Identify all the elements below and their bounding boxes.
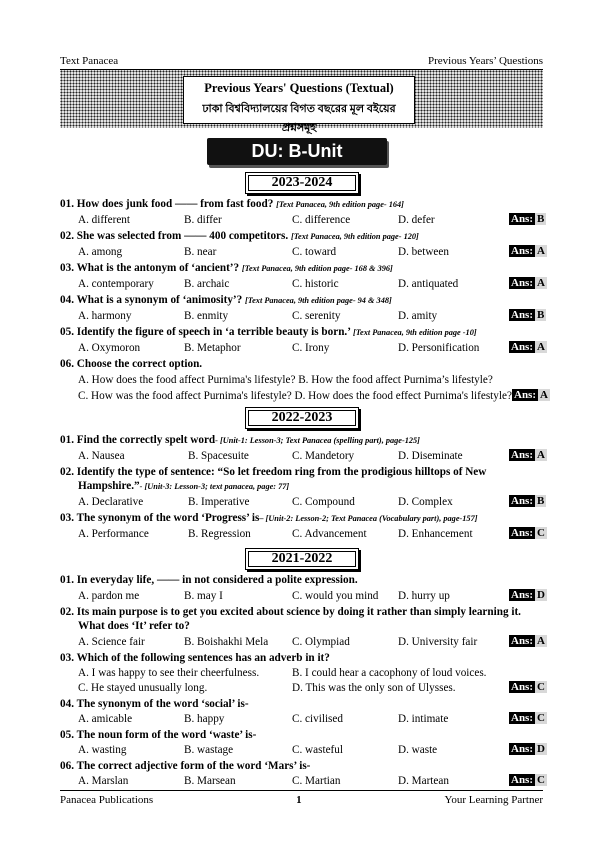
answer-badge: Ans: B — [511, 213, 545, 225]
question: 02. She was selected from —— 400 competitors. [Text Panacea, 9th edition page- 120] — [60, 230, 419, 242]
question: 02. Its main purpose is to get you excited about science by doing it rather than simply learning it. — [60, 606, 521, 618]
answer-badge: Ans: D — [511, 743, 545, 755]
options-row: A. different B. differ C. difference D. defer — [78, 214, 435, 226]
option-line: C. How was the food affect Purnima's lifestyle? D. How does the food effect Purnima's lifestyle? — [78, 390, 512, 402]
question-continued: What does ‘It’ refer to? — [78, 620, 190, 632]
page-footer — [60, 790, 543, 806]
year-heading: 2023-2024 — [245, 172, 359, 194]
question: 03. The synonym of the word ‘Progress’ is– [Unit-2: Lesson-2; Text Panacea (Vocabulary part), page-157] — [60, 512, 478, 524]
question: 01. In everyday life, —— in not considered a polite expression. — [60, 574, 358, 586]
options-row: C. He stayed unusually long. D. This was the only son of Ulysses. — [78, 682, 456, 694]
answer-badge: Ans: D — [511, 589, 545, 601]
answer-badge: Ans: B — [511, 495, 545, 507]
question: 04. What is a synonym of ‘animosity’? [Text Panacea, 9th edition page- 94 & 348] — [60, 294, 392, 306]
option-line: A. How does the food affect Purnima's lifestyle? B. How the food affect Purnima’s lifestyle? — [78, 374, 493, 386]
options-row: A. contemporary B. archaic C. historic D. antiquated — [78, 278, 459, 290]
answer-badge: Ans: A — [511, 449, 545, 461]
options-row: A. Performance B. Regression C. Advancement D. Enhancement — [78, 528, 473, 540]
options-row: A. among B. near C. toward D. between — [78, 246, 449, 258]
footer-left: Panacea Publications — [60, 794, 154, 806]
options-row: A. I was happy to see their cheerfulness. B. I could hear a cacophony of loud voices. — [78, 667, 487, 679]
header-right: Previous Years’ Questions — [428, 55, 543, 67]
answer-badge: Ans: C — [511, 681, 545, 693]
question: 06. The correct adjective form of the word ‘Mars’ is- — [60, 760, 311, 772]
question: 01. How does junk food —— from fast food? [Text Panacea, 9th edition page- 164] — [60, 198, 404, 210]
answer-badge: Ans: B — [511, 309, 545, 321]
question: 06. Choose the correct option. — [60, 358, 203, 370]
unit-heading: DU: B-Unit — [207, 138, 387, 165]
options-row: A. Oxymoron B. Metaphor C. Irony D. Personification — [78, 342, 480, 354]
question: 02. Identify the type of sentence: “So let freedom ring from the prodigious hilltops of New — [60, 466, 487, 478]
options-row: A. Nausea B. Spacesuite C. Mandetory D. Diseminate — [78, 450, 463, 462]
options-row: A. harmony B. enmity C. serenity D. amity — [78, 310, 438, 322]
question: 01. Find the correctly spelt word- [Unit-1: Lesson-3; Text Panacea (spelling part), page-125] — [60, 434, 420, 446]
page-number: 1 — [296, 794, 302, 806]
year-heading: 2021-2022 — [245, 548, 359, 570]
banner-title: Previous Years' Questions (Textual) — [204, 81, 394, 95]
options-row: A. wasting B. wastage C. wasteful D. waste — [78, 744, 438, 756]
options-row: A. pardon me B. may I C. would you mind D. hurry up — [78, 590, 450, 602]
running-header — [60, 55, 543, 70]
options-row: A. amicable B. happy C. civilised D. intimate — [78, 713, 449, 725]
question: 04. The synonym of the word ‘social’ is- — [60, 698, 249, 710]
footer-right: Your Learning Partner — [444, 794, 543, 806]
year-heading: 2022-2023 — [245, 407, 359, 429]
answer-badge: Ans: C — [511, 527, 545, 539]
question: 05. The noun form of the word ‘waste’ is- — [60, 729, 257, 741]
question: 05. Identify the figure of speech in ‘a terrible beauty is born.’ [Text Panacea, 9th edition page -10] — [60, 326, 477, 338]
options-row: A. Science fair B. Boishakhi Mela C. Olympiad D. University fair — [78, 636, 478, 648]
banner-box — [183, 76, 415, 134]
answer-badge: Ans: A — [511, 245, 545, 257]
options-row: A. Marslan B. Marsean C. Martian D. Martean — [78, 775, 449, 787]
answer-badge: Ans: A — [511, 277, 545, 289]
answer-badge: Ans: A — [514, 389, 548, 401]
answer-badge: Ans: A — [511, 341, 545, 353]
answer-badge: Ans: C — [511, 712, 545, 724]
question: 03. Which of the following sentences has an adverb in it? — [60, 652, 330, 664]
options-row: A. Declarative B. Imperative C. Compound D. Complex — [78, 496, 453, 508]
question-continued: Hampshire.”- [Unit-3: Lesson-3; text panacea, page: 77] — [78, 480, 290, 492]
banner-subtitle: ঢাকা বিশ্ববিদ্যালয়ের বিগত বছরের মূল বইয়ের প্রশ্নসমূহ — [202, 103, 396, 134]
answer-badge: Ans: A — [511, 635, 545, 647]
header-left: Text Panacea — [60, 55, 119, 67]
question: 03. What is the antonym of ‘ancient’? [Text Panacea, 9th edition page- 168 & 396] — [60, 262, 393, 274]
answer-badge: Ans: C — [511, 774, 545, 786]
